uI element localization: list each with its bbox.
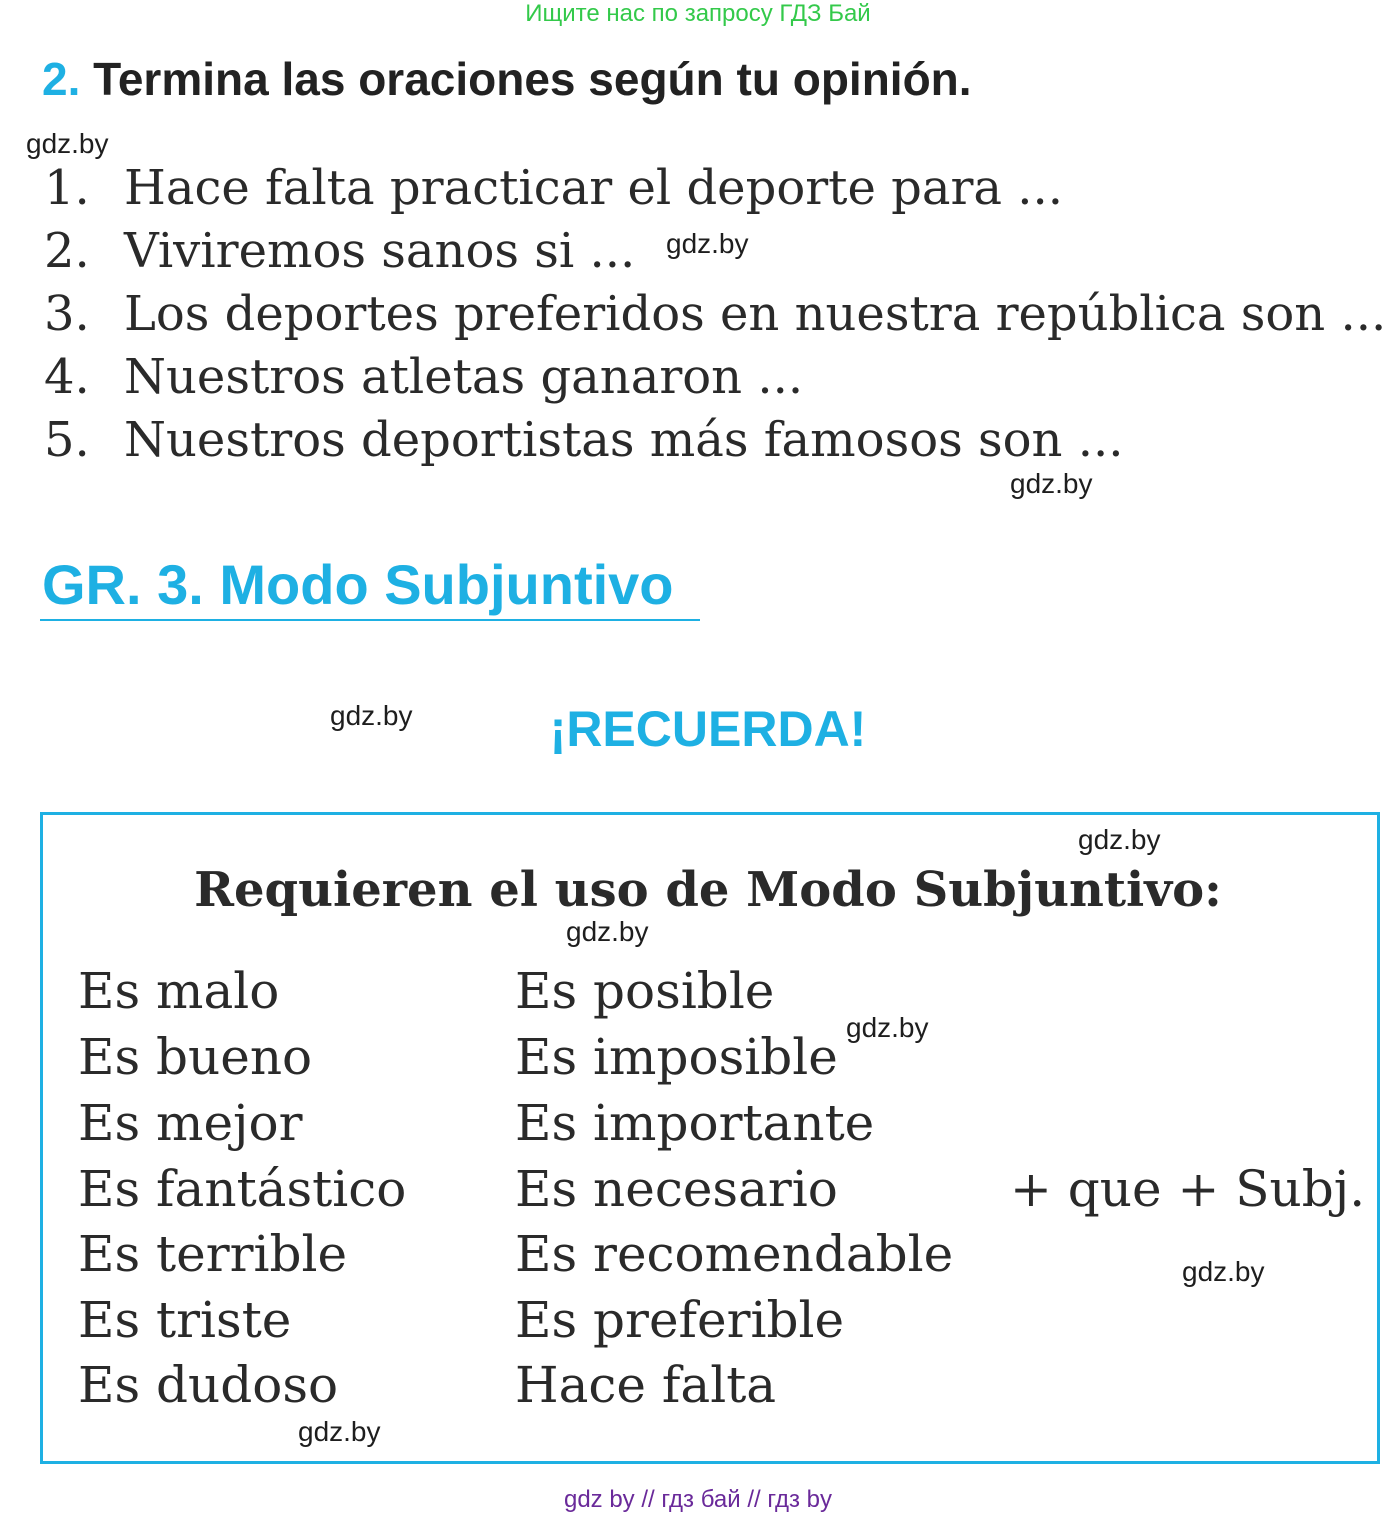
sentence-number: 4. xyxy=(44,349,90,405)
sentence-number: 5. xyxy=(44,412,90,468)
expression-right: Es necesario xyxy=(515,1160,838,1218)
expression-left: Es terrible xyxy=(78,1225,348,1283)
sentence-item xyxy=(44,223,635,279)
watermark: gdz.by xyxy=(1182,1256,1265,1287)
expression-right: Es recomendable xyxy=(515,1225,954,1283)
watermark: gdz.by xyxy=(26,128,109,159)
expression-left: Es bueno xyxy=(78,1028,313,1086)
expression-left: Es mejor xyxy=(78,1094,303,1152)
watermark: gdz.by xyxy=(846,1012,929,1043)
exercise-number: 2. xyxy=(42,53,81,105)
exercise-title-text: Termina las oraciones según tu opinión. xyxy=(93,53,972,105)
sentence-item xyxy=(44,349,803,405)
sentence-text: Hace falta practicar el deporte para ... xyxy=(124,160,1064,216)
watermark: gdz.by xyxy=(1010,468,1093,499)
sentence-text: Nuestros atletas ganaron ... xyxy=(124,349,804,405)
sentence-item xyxy=(44,286,1386,342)
recuerda-heading: ¡RECUERDA! xyxy=(549,701,867,757)
expression-right: Hace falta xyxy=(515,1356,777,1414)
expression-right: Es imposible xyxy=(515,1028,838,1086)
watermark: gdz.by xyxy=(666,228,749,259)
exercise-title xyxy=(42,52,972,106)
rule-box-title: Requieren el uso de Modo Subjuntivo: xyxy=(194,862,1222,918)
expression-right: Es preferible xyxy=(515,1291,845,1349)
top-banner: Ищите нас по запросу ГДЗ Бай xyxy=(525,0,871,27)
expression-left: Es malo xyxy=(78,962,280,1020)
sentence-text: Los deportes preferidos en nuestra república son ... xyxy=(124,286,1387,342)
watermark: gdz.by xyxy=(330,700,413,731)
grammar-heading: GR. 3. Modo Subjuntivo xyxy=(42,553,674,616)
sentence-text: Viviremos sanos si ... xyxy=(124,223,636,279)
subjunctive-formula: + que + Subj. xyxy=(1010,1160,1366,1218)
sentence-item xyxy=(44,412,1123,468)
expression-right: Es importante xyxy=(515,1094,875,1152)
sentence-text: Nuestros deportistas más famosos son ... xyxy=(124,412,1124,468)
watermark: gdz.by xyxy=(566,916,649,947)
expression-left: Es fantástico xyxy=(78,1160,407,1218)
sentence-item xyxy=(44,160,1063,216)
sentence-number: 2. xyxy=(44,223,90,279)
watermark: gdz.by xyxy=(1078,824,1161,855)
expression-right: Es posible xyxy=(515,962,775,1020)
footer: gdz by // гдз бай // гдз by xyxy=(563,1486,833,1513)
grammar-heading-underline xyxy=(40,619,700,621)
sentence-number: 1. xyxy=(44,160,90,216)
sentence-number: 3. xyxy=(44,286,90,342)
watermark: gdz.by xyxy=(298,1416,381,1447)
expression-left: Es dudoso xyxy=(78,1356,339,1414)
expression-left: Es triste xyxy=(78,1291,292,1349)
